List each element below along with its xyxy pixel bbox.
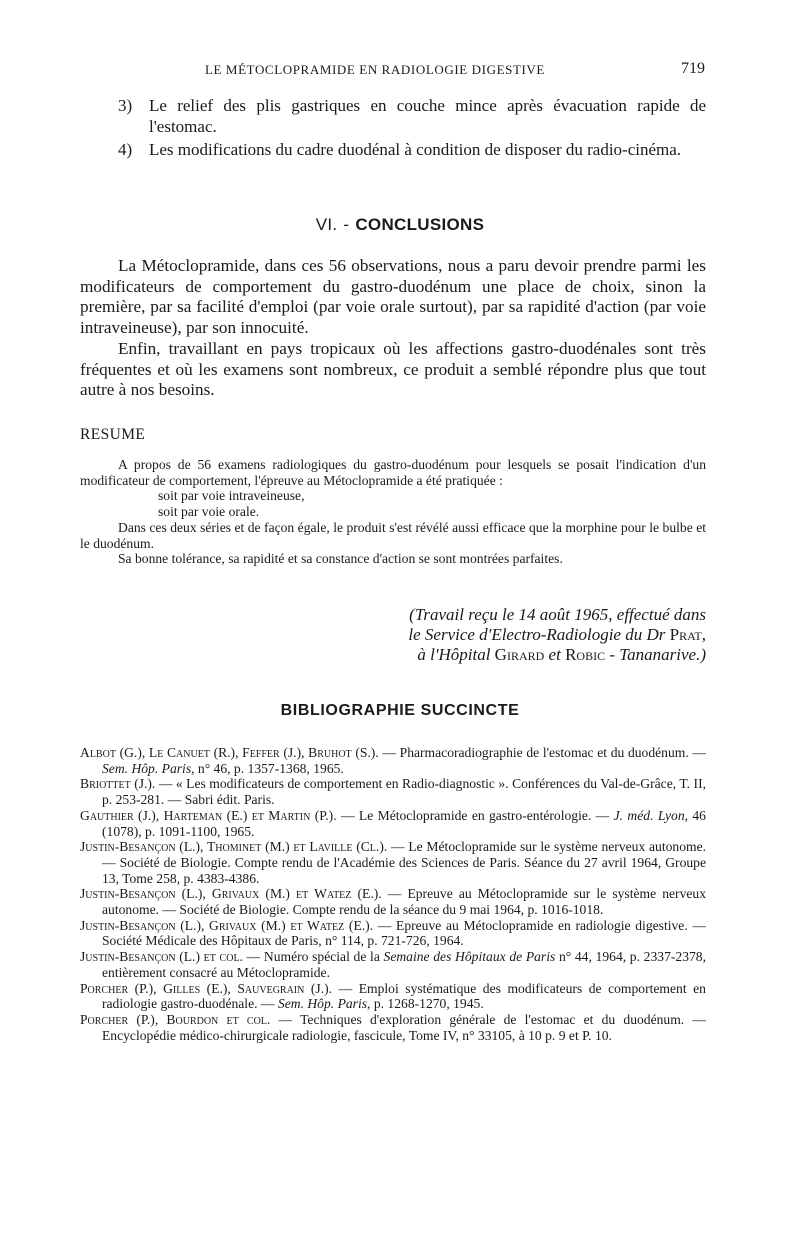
reference-text: — Le Métoclopramide sur le système nerveux autonome. — Société de Biologie. Compte rendu de l'Académie des Sciences de Paris. Séance du 27 avril 1964, Groupe 13, Tome 258, p. 4383-4386.: [102, 839, 706, 886]
resume-block: [80, 457, 706, 567]
reference-text: — Epreuve au Métoclopramide sur le système nerveux autonome. — Société de Biologie. Compte rendu de la séance du 9 mai 1964, p. 1016-1018.: [102, 886, 706, 918]
enum-text: Le relief des plis gastriques en couche mince après évacuation rapide de l'estomac.: [149, 96, 706, 136]
reference-authors: Justin-Besançon (L.) et col.: [80, 949, 243, 965]
reference-details: 46 (1078), p. 1091-1100, 1965.: [102, 807, 706, 839]
reference-entry: [80, 918, 706, 949]
credit-name-1: Girard: [494, 645, 545, 664]
credit-doctor: Prat,: [669, 625, 706, 644]
reference-authors: Justin-Besançon (L.), Grivaux (M.) et Watez (E.).: [80, 886, 382, 902]
enum-item-3: [118, 95, 706, 137]
reference-entry: [80, 808, 706, 839]
reference-authors: Porcher (P.), Gilles (E.), Sauvegrain (J.).: [80, 980, 333, 996]
reference-details: n° 46, p. 1357-1368, 1965.: [194, 760, 344, 776]
reference-details: p. 1268-1270, 1945.: [370, 996, 484, 1012]
resume-paragraph-3: Sa bonne tolérance, sa rapidité et sa constance d'action se sont montrées parfaites.: [118, 551, 563, 567]
running-title: LE MÉTOCLOPRAMIDE EN RADIOLOGIE DIGESTIVE: [205, 62, 545, 77]
reference-authors: Porcher (P.), Bourdon et col.: [80, 1011, 271, 1027]
resume-paragraph-1: A propos de 56 examens radiologiques du gastro-duodénum pour lesquels se posait l'indication d'un modificateur de comportement, l'épreuve au Métoclopramide a été pratiquée :: [80, 457, 706, 488]
reference-authors: Gauthier (J.), Harteman (E.) et Martin (P.).: [80, 807, 337, 823]
reference-details: n° 44, 1964, p. 2337-2378, entièrement consacré au Métoclopramide.: [102, 949, 706, 980]
section-number: VI.: [315, 215, 338, 234]
resume-item-1: soit par voie intraveineuse,: [158, 488, 305, 504]
credit-hospital: à l'Hôpital: [417, 645, 495, 664]
credit-service: le Service d'Electro-Radiologie du Dr: [408, 625, 670, 644]
reference-text: — « Les modificateurs de comportement en Radio-diagnostic ». Conférences du Val-de-Grâce, T. II, p. 253-281. — Sabri édit. Paris.: [102, 776, 706, 808]
credit-place: - Tananarive.): [605, 645, 706, 664]
reference-entry: [80, 886, 706, 917]
reference-text: — Emploi systématique des modificateurs de comportement en radiologie gastro-duodénale. —: [102, 980, 706, 1012]
conclusions-paragraph-1: La Métoclopramide, dans ces 56 observations, nous a paru devoir prendre parmi les modificateurs de comportement du gastro-duodénum une place de choix, sinon la première, par sa facilité d'emploi (par voie orale surtout), par sa rapidité d'action (par voie intraveineuse), par son innocuité.: [80, 256, 706, 337]
bibliography-list: [80, 745, 706, 1043]
reference-journal: J. méd. Lyon,: [613, 807, 689, 823]
credit-line-2: [340, 625, 706, 645]
reference-text: — Le Métoclopramide en gastro-entérologie. —: [336, 807, 614, 823]
bibliography-heading: BIBLIOGRAPHIE SUCCINCTE: [280, 702, 520, 719]
enum-number: 4): [118, 140, 133, 159]
credit-line-3: [340, 645, 706, 665]
resume-heading: RESUME: [80, 426, 146, 443]
page-number: 719: [681, 60, 705, 77]
conclusions-paragraph-2: Enfin, travaillant en pays tropicaux où les affections gastro-duodénales sont très fréquentes et où les examens sont nombreux, ce produit a semblé répondre plus que tout autre à nos besoins.: [80, 339, 706, 400]
reference-entry: [80, 839, 706, 886]
reference-entry: [80, 745, 706, 776]
reference-journal: Sem. Hôp. Paris,: [277, 996, 371, 1012]
credit-name-2: Robic: [565, 645, 606, 664]
reference-journal: Semaine des Hôpitaux de Paris: [383, 949, 556, 965]
enum-item-4: [118, 139, 706, 160]
running-head: [205, 60, 705, 80]
resume-item-2: soit par voie orale.: [158, 504, 260, 520]
reference-journal: Sem. Hôp. Paris,: [102, 760, 195, 776]
section-dash: -: [343, 215, 350, 234]
reference-authors: Albot (G.), Le Canuet (R.), Feffer (J.), Bruhot (S.).: [80, 745, 379, 760]
reference-authors: Briottet (J.).: [80, 776, 156, 792]
resume-paragraph-2: Dans ces deux séries et de façon égale, le produit s'est révélé aussi efficace que la morphine pour le bulbe et le duodénum.: [80, 519, 706, 551]
credit-conj: et: [544, 645, 566, 664]
reference-text: — Epreuve au Métoclopramide en radiologie digestive. — Société Médicale des Hôpitaux de Paris, n° 114, p. 721-726, 1964.: [102, 917, 706, 949]
submission-credit: [340, 605, 706, 665]
enum-number: 3): [118, 96, 133, 115]
reference-entry: [80, 1012, 706, 1043]
reference-entry: [80, 776, 706, 807]
credit-line-1: (Travail reçu le 14 août 1965, effectué dans: [409, 605, 706, 624]
reference-entry: [80, 949, 706, 980]
section-heading: [0, 215, 800, 235]
reference-text: — Pharmacoradiographie de l'estomac et du duodénum. —: [378, 745, 706, 760]
enum-text: Les modifications du cadre duodénal à condition de disposer du radio-cinéma.: [149, 140, 682, 159]
reference-authors: Justin-Besançon (L.), Thominet (M.) et Laville (Cl.).: [80, 839, 388, 855]
reference-text: — Numéro spécial de la: [242, 949, 384, 965]
reference-text: — Techniques d'exploration générale de l'estomac et du duodénum. — Encyclopédie médico-chirurgicale radiologie, fascicule, Tome IV, n° 33105, à 10 p. 9 et P. 10.: [102, 1011, 706, 1043]
reference-entry: [80, 981, 706, 1012]
reference-authors: Justin-Besançon (L.), Grivaux (M.) et Watez (E.).: [80, 917, 374, 933]
section-title: CONCLUSIONS: [355, 215, 485, 234]
